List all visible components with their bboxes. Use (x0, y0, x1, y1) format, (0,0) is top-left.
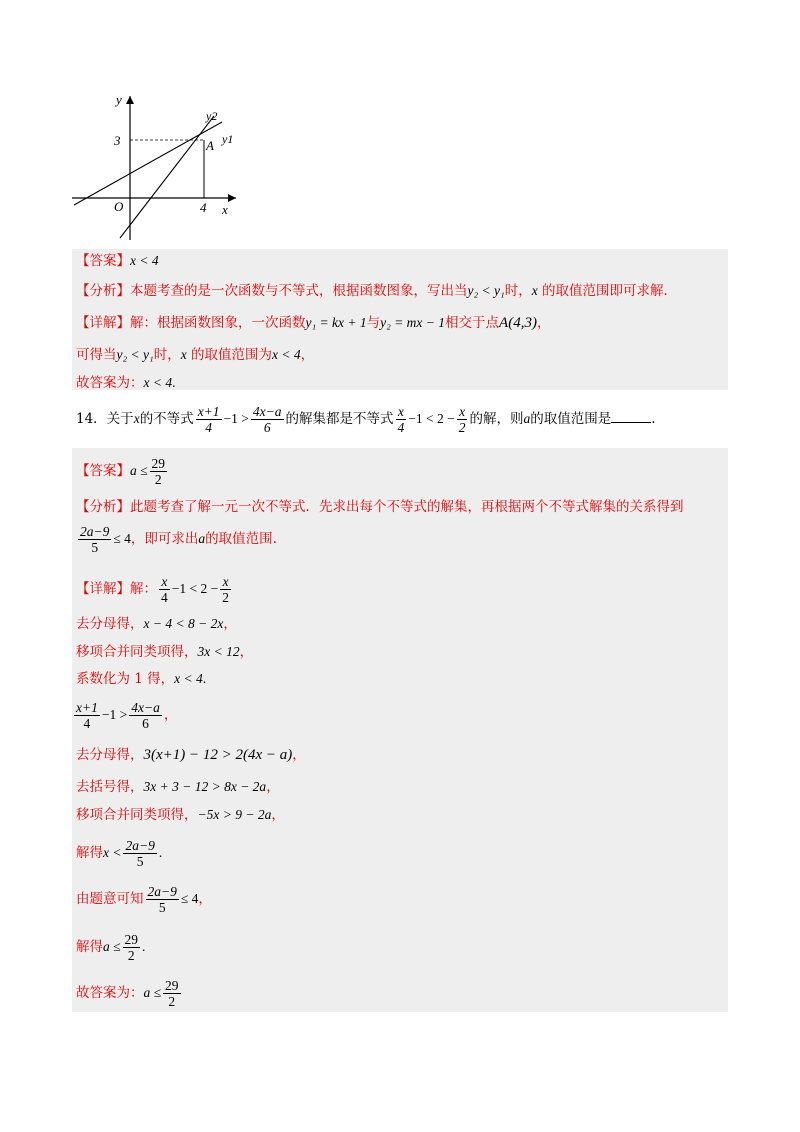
step-11: 故答案为：a ≤ $\frac{29}{2}$ (76, 978, 179, 1009)
d1-frac-1: $\frac{x}{4}$ (161, 574, 168, 605)
q13-analysis-line (76, 282, 668, 300)
detail-math-2: y₂ = mx − 1 (380, 315, 446, 330)
final-text: 故答案为： (76, 375, 144, 391)
q14-period: . (651, 411, 656, 427)
analysis-text: 本题考查的是一次函数与不等式，根据函数图象，写出当 (130, 283, 468, 299)
an-d: 的取值范围. (205, 531, 277, 547)
q14-math-e: −1 < 2 − (408, 411, 455, 426)
answer-blank (611, 410, 651, 423)
s9-frac: $\frac{2a-9}{5}$ (147, 884, 177, 915)
line-y2-label: y2 (206, 109, 218, 123)
q13-detail-line-2 (76, 346, 314, 364)
x-tick-4: 4 (200, 200, 207, 215)
answer-tag: 【答案】 (76, 463, 130, 479)
q14-text-d: 的解集都是不等式 (285, 411, 394, 427)
s8-frac: $\frac{2a-9}{5}$ (125, 838, 155, 869)
point-a-label: A (206, 138, 214, 153)
function-graph (64, 88, 244, 248)
q14-frac-3: $\frac{x}{4}$ (397, 404, 405, 435)
step-7: 移项合并同类项得，−5x > 9 − 2a， (76, 807, 285, 823)
q14-text-f: 的解，则 (469, 411, 524, 427)
q14-text-b: 的不等式 (139, 411, 194, 427)
q14-text-g: 的取值范围是 (530, 411, 612, 427)
origin-label: O (114, 199, 124, 214)
q14-a: a (523, 411, 531, 426)
line-y2 (120, 116, 214, 238)
analysis-tag: 【分析】 (76, 499, 130, 515)
q14-detail-line (76, 574, 233, 605)
q14-frac-2: $\frac{4x-a}{6}$ (252, 404, 282, 435)
y-tick-3: 3 (114, 133, 121, 148)
final-math: x < 4 (143, 375, 173, 390)
q14-question (76, 404, 656, 435)
q14-math-c: −1 > (223, 411, 249, 426)
d1-text: 解： (130, 581, 157, 597)
step-10: 解得a ≤ $\frac{29}{2}$ . (76, 932, 146, 963)
line2-text-c: 的取值范围为 (186, 347, 273, 363)
step-2: 移项合并同类项得，3x < 12， (76, 644, 254, 660)
answer-tag: 【答案】 (76, 253, 130, 269)
detail-text-b: 与 (366, 315, 381, 331)
line2-text-d: ， (300, 347, 315, 363)
q14-answer-frac: $\frac{29}{2}$ (151, 456, 166, 487)
q13-answer: x < 4 (130, 253, 159, 268)
s10-frac: $\frac{29}{2}$ (124, 932, 139, 963)
q14-x: x (133, 411, 140, 426)
step-8: 解得x < $\frac{2a-9}{5}$ . (76, 838, 163, 869)
y-axis-label: y (116, 92, 122, 107)
line2-math-1: y₂ < y₁ (116, 347, 154, 362)
final-period: . (172, 375, 176, 390)
an-frac: $\frac{2a-9}{5}$ (80, 524, 110, 555)
line2-text-a: 可得当 (76, 347, 117, 363)
an-c: ，即可求出 (130, 531, 199, 547)
x-axis-arrow (228, 194, 236, 202)
s4-frac-1: $\frac{x+1}{4}$ (76, 700, 98, 731)
d1-frac-2: $\frac{x}{2}$ (222, 574, 229, 605)
analysis-tag: 【分析】 (76, 283, 130, 299)
analysis-math: y₂ < y₁ (467, 283, 505, 298)
detail-text-c: 相交于点 (445, 315, 500, 331)
line2-x: x (180, 347, 187, 362)
detail-tag: 【详解】 (76, 315, 130, 331)
s11-frac: $\frac{29}{2}$ (165, 978, 179, 1009)
q14-frac-4: $\frac{x}{2}$ (458, 404, 466, 435)
analysis-x: x (531, 283, 538, 298)
x-axis-label: x (222, 202, 228, 217)
q13-final-line (76, 374, 175, 392)
detail-tag: 【详解】 (76, 581, 130, 597)
step-6: 去括号得，3x + 3 − 12 > 8x − 2a， (76, 779, 280, 795)
detail-math-3: A(4,3) (499, 315, 537, 331)
step-9: 由题意可知 $\frac{2a-9}{5}$ ≤ 4， (76, 884, 212, 915)
q14-answer-line (76, 456, 169, 487)
line-y1-label: y1 (222, 132, 234, 146)
step-3: 系数化为 1 得，x < 4. (76, 671, 207, 687)
q14-analysis-line-2 (76, 524, 277, 555)
q13-detail-line (76, 314, 550, 332)
d1-math: −1 < 2 − (171, 581, 219, 596)
analysis-text-c: 的取值范围即可求解. (537, 283, 668, 299)
graph-svg (64, 88, 244, 248)
an-b: ≤ 4 (113, 531, 131, 546)
line2-text-b: 时， (153, 347, 181, 363)
q14-answer-lhs: a ≤ (130, 463, 148, 478)
analysis-text-b: 时， (504, 283, 532, 299)
s4-frac-2: $\frac{4x-a}{6}$ (131, 700, 160, 731)
q14-text-a: 14．关于 (76, 411, 134, 427)
q14-analysis-text: 此题考查了解一元一次不等式．先求出每个不等式的解集，再根据两个不等式解集的关系得到 (130, 499, 684, 515)
detail-math-1: y₁ = kx + 1 (305, 315, 367, 330)
step-5: 去分母得，3(x+1) − 12 > 2(4x − a)， (76, 747, 306, 763)
detail-text-d: ， (536, 315, 551, 331)
q13-answer-line (76, 252, 159, 270)
y-axis-arrow (126, 96, 134, 104)
step-4: $\frac{x+1}{4}$ −1 > $\frac{4x-a}{6}$ ， (76, 700, 178, 731)
q14-analysis-line (76, 498, 684, 516)
an-a: a (198, 531, 206, 546)
detail-text: 解：根据函数图象，一次函数 (130, 315, 306, 331)
q14-frac-1: $\frac{x+1}{4}$ (197, 404, 220, 435)
step-1: 去分母得，x − 4 < 8 − 2x， (76, 616, 237, 632)
line2-math-2: x < 4 (272, 347, 301, 362)
